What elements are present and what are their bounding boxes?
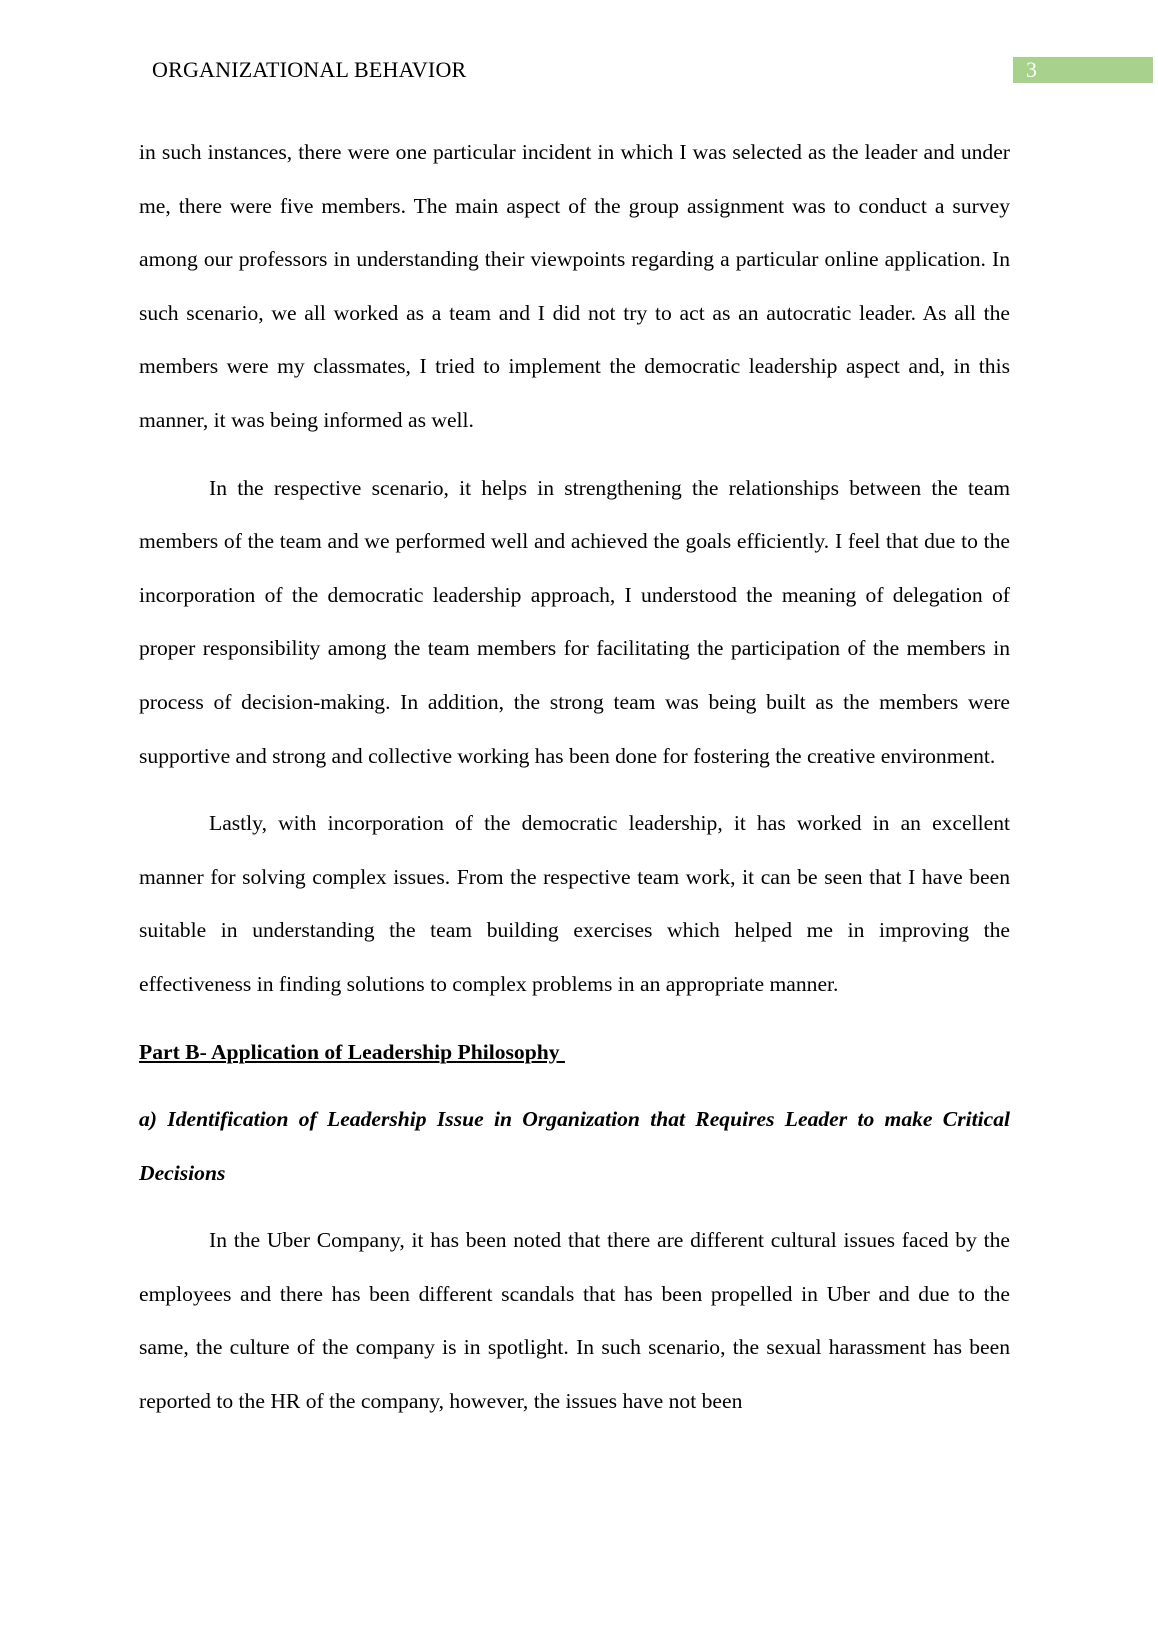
subsection-heading: a) Identification of Leadership Issue in Organization that Requires Leader to make Critical Decisions: [139, 1107, 1010, 1185]
body-paragraph-2: In the respective scenario, it helps in strengthening the relationships between the team members of the team and we performed well and achieved the goals efficiently. I feel that due to the incorporation of the democratic leadership approach, I understood the meaning of delegation of proper responsibility among the team members for facilitating the participation of the members in process of decision-making. In addition, the strong team was being built as the members were supportive and strong and collective working has been done for fostering the creative environment.: [139, 475, 1010, 768]
section-heading: Part B- Application of Leadership Philosophy: [139, 1039, 565, 1064]
body-paragraph-1: in such instances, there were one particular incident in which I was selected as the leader and under me, there were five members. The main aspect of the group assignment was to conduct a survey among our professors in understanding their viewpoints regarding a particular online application. In such scenario, we all worked as a team and I did not try to act as an autocratic leader. As all the members were my classmates, I tried to implement the democratic leadership aspect and, in this manner, it was being informed as well.: [139, 140, 1010, 432]
body-paragraph-4: In the Uber Company, it has been noted that there are different cultural issues faced by the employees and there has been different scandals that has been propelled in Uber and due to the same, the culture of the company is in spotlight. In such scenario, the sexual harassment has been reported to the HR of the company, however, the issues have not been: [139, 1228, 1010, 1414]
body-paragraph-3: Lastly, with incorporation of the democratic leadership, it has worked in an excellent manner for solving complex issues. From the respective team work, it can be seen that I have been suitable in understanding the team building exercises which helped me in improving the effectiveness in finding solutions to complex problems in an appropriate manner.: [139, 811, 1010, 996]
document-body: [139, 126, 1010, 1429]
page-number-box: [1013, 57, 1153, 83]
page-number: 3: [1026, 57, 1037, 82]
running-head: ORGANIZATIONAL BEHAVIOR: [152, 57, 467, 82]
